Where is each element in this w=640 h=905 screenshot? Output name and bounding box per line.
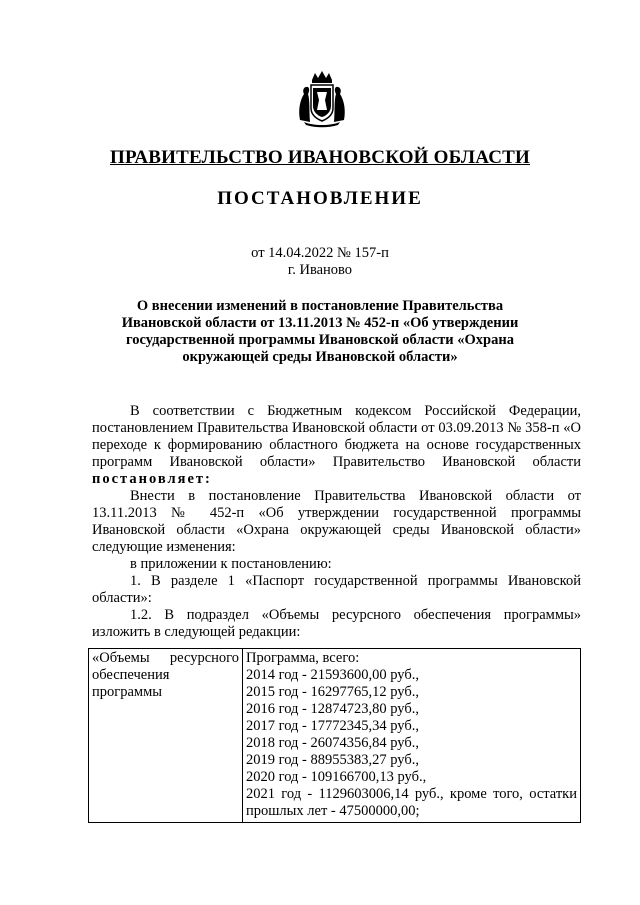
resolves-word: постановляет: bbox=[92, 471, 212, 487]
body-paragraph-4: 1.2. В подраздел «Объемы ресурсного обеспечения программы» изложить в следующей редакции: bbox=[92, 607, 581, 640]
document-date-number: от 14.04.2022 № 157-п bbox=[251, 245, 389, 261]
body-paragraph-3: 1. В разделе 1 «Паспорт государственной программы Ивановской области»: bbox=[92, 573, 581, 606]
year-line: 2021 год - 1129603006,14 руб., кроме того, остатки прошлых лет - 47500000,00; bbox=[246, 786, 577, 819]
year-line: 2017 год - 17772345,34 руб., bbox=[246, 718, 419, 734]
document-subject: О внесении изменений в постановление Правительства Ивановской области от 13.11.2013 № 452-п «Об утверждении государственной программы Ивановской области «Охрана окружающей среды Ивановской области» bbox=[121, 298, 519, 365]
document-type-title: ПОСТАНОВЛЕНИЕ bbox=[217, 188, 423, 209]
year-line: 2015 год - 16297765,12 руб., bbox=[246, 684, 419, 700]
resources-table bbox=[88, 648, 581, 823]
body-paragraph-2: в приложении к постановлению: bbox=[130, 556, 332, 572]
preamble-text: В соответствии с Бюджетным кодексом Российской Федерации, постановлением Правительства Ивановской области от 03.09.2013 № 358-п «О переходе к формированию областного бюджета на основе государственных программ Ивановской области» Правительство Ивановской области bbox=[92, 403, 581, 470]
year-line: 2020 год - 109166700,13 руб., bbox=[246, 769, 427, 785]
year-line: 2018 год - 26074356,84 руб., bbox=[246, 735, 419, 751]
preamble-paragraph bbox=[92, 403, 581, 488]
body-paragraph-1: Внести в постановление Правительства Ивановской области от 13.11.2013 № 452-п «Об утверждении государственной программы Ивановской области «Охрана окружающей среды Ивановской области» следующие изменения: bbox=[92, 488, 581, 555]
resources-values-cell bbox=[243, 649, 581, 823]
document-city: г. Иваново bbox=[287, 262, 353, 278]
total-label: Программа, всего: bbox=[246, 650, 360, 666]
year-line: 2016 год - 12874723,80 руб., bbox=[246, 701, 419, 717]
document-meta bbox=[0, 245, 640, 279]
table-row bbox=[89, 649, 581, 823]
coat-of-arms-icon bbox=[296, 70, 348, 128]
year-line: 2014 год - 21593600,00 руб., bbox=[246, 667, 419, 683]
year-line: 2019 год - 88955383,27 руб., bbox=[246, 752, 419, 768]
government-title: ПРАВИТЕЛЬСТВО ИВАНОВСКОЙ ОБЛАСТИ bbox=[110, 147, 530, 168]
resources-label-cell: «Объемы ресурсного обеспечения программы bbox=[89, 649, 243, 823]
document-body bbox=[92, 403, 581, 641]
